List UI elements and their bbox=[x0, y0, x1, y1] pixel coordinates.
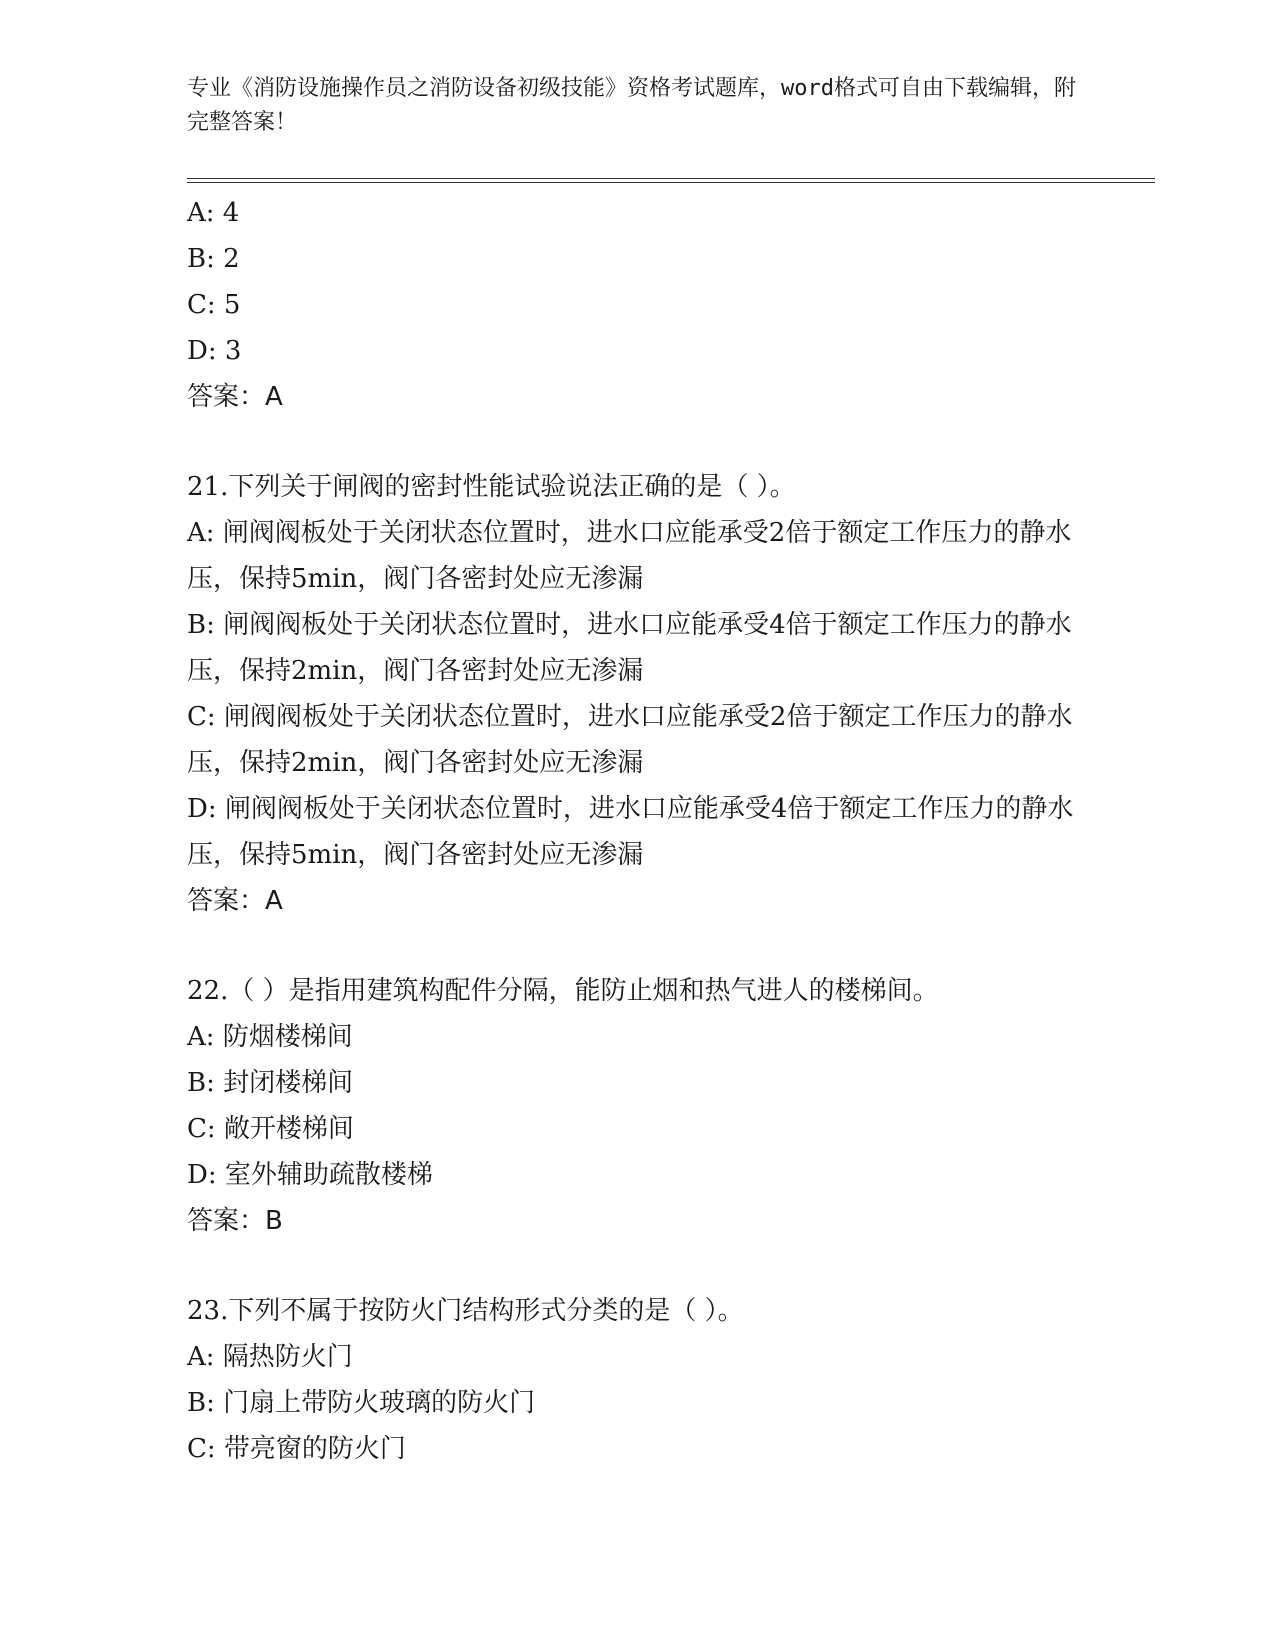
question-22 bbox=[187, 968, 1087, 1244]
option-a: A: 闸阀阀板处于关闭状态位置时，进水口应能承受2倍于额定工作压力的静水压，保持5min，阀门各密封处应无渗漏 bbox=[187, 518, 1072, 594]
option-a: A: 隔热防火门 bbox=[187, 1342, 353, 1372]
option-d: D: 闸阀阀板处于关闭状态位置时，进水口应能承受4倍于额定工作压力的静水压，保持5min，阀门各密封处应无渗漏 bbox=[187, 794, 1074, 870]
question-content bbox=[187, 190, 1087, 1472]
option-c: C: 敞开楼梯间 bbox=[187, 1114, 354, 1144]
prev-question bbox=[187, 190, 1087, 420]
answer-line: 答案：A bbox=[187, 382, 283, 412]
spacer bbox=[187, 924, 1087, 968]
question-stem: 22.（ ）是指用建筑构配件分隔，能防止烟和热气进人的楼梯间。 bbox=[187, 976, 939, 1006]
option-d: D: 3 bbox=[187, 336, 242, 366]
option-b: B: 门扇上带防火玻璃的防火门 bbox=[187, 1388, 536, 1418]
spacer bbox=[187, 420, 1087, 464]
page-header: 专业《消防设施操作员之消防设备初级技能》资格考试题库，word格式可自由下载编辑，附完整答案！ bbox=[187, 76, 1076, 135]
question-stem: 21.下列关于闸阀的密封性能试验说法正确的是（ ）。 bbox=[187, 472, 796, 502]
question-stem: 23.下列不属于按防火门结构形式分类的是（ ）。 bbox=[187, 1296, 744, 1326]
answer-line: 答案：A bbox=[187, 886, 283, 916]
option-a: A: 防烟楼梯间 bbox=[187, 1022, 353, 1052]
option-a: A: 4 bbox=[187, 198, 240, 228]
header-divider bbox=[187, 178, 1155, 183]
question-21 bbox=[187, 464, 1087, 924]
option-b: B: 2 bbox=[187, 244, 240, 274]
answer-line: 答案：B bbox=[187, 1206, 283, 1236]
spacer bbox=[187, 1244, 1087, 1288]
option-c: C: 5 bbox=[187, 290, 241, 320]
option-b: B: 闸阀阀板处于关闭状态位置时，进水口应能承受4倍于额定工作压力的静水压，保持2min，阀门各密封处应无渗漏 bbox=[187, 610, 1072, 686]
question-23 bbox=[187, 1288, 1087, 1472]
option-b: B: 封闭楼梯间 bbox=[187, 1068, 354, 1098]
option-c: C: 带亮窗的防火门 bbox=[187, 1434, 406, 1464]
option-c: C: 闸阀阀板处于关闭状态位置时，进水口应能承受2倍于额定工作压力的静水压，保持2min，阀门各密封处应无渗漏 bbox=[187, 702, 1073, 778]
option-d: D: 室外辅助疏散楼梯 bbox=[187, 1160, 433, 1190]
